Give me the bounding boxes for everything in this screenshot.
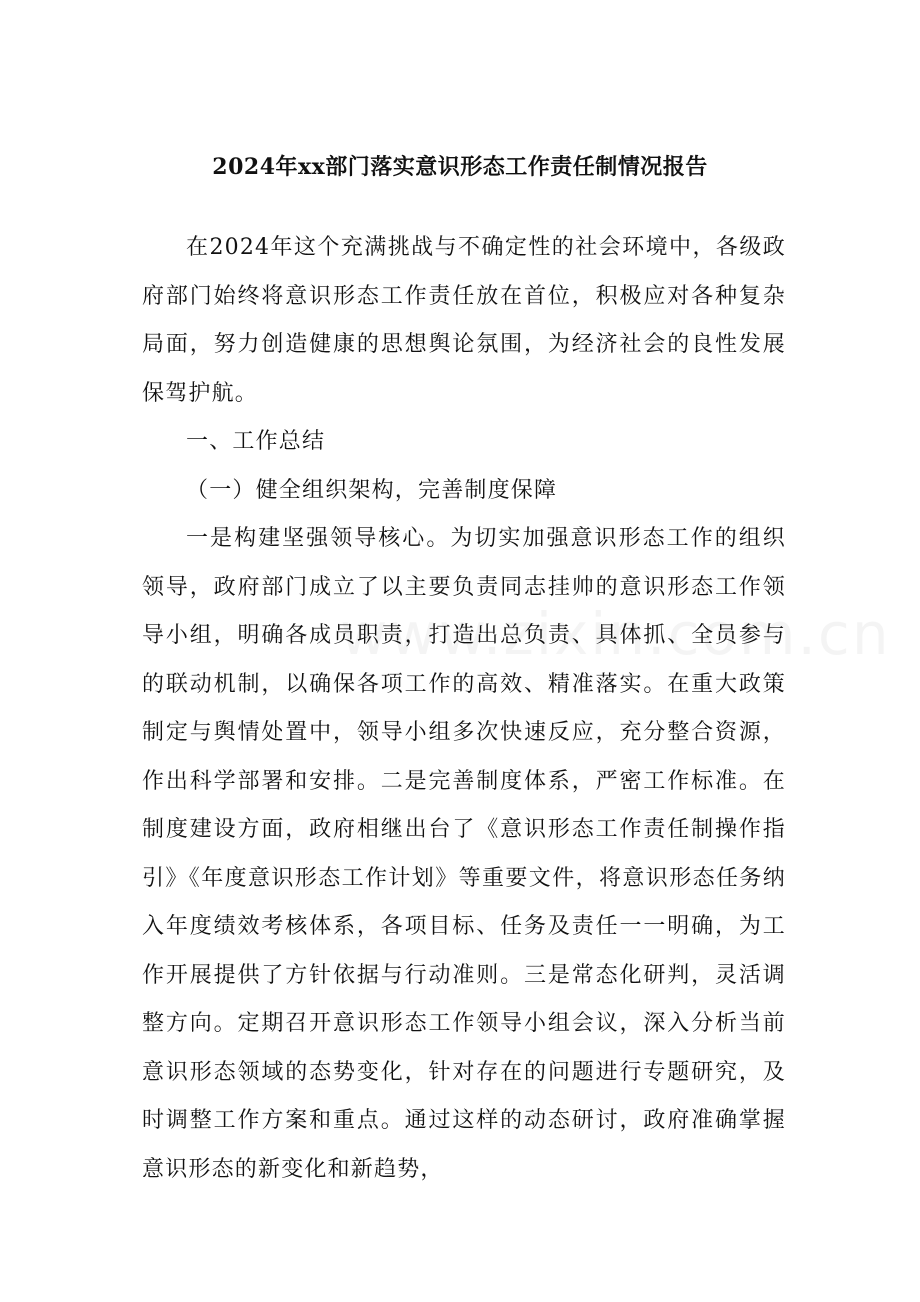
section-heading: 一、工作总结 xyxy=(186,429,326,454)
intro-paragraph: 在2024年这个充满挑战与不确定性的社会环境中，各级政府部门始终将意识形态工作责任放在首位，积极应对各种复杂局面，努力创造健康的思想舆论氛围，为经济社会的良性发展保驾护航。 xyxy=(142,235,786,406)
subsection-heading: （一）健全组织架构，完善制度保障 xyxy=(186,477,558,503)
body-paragraph: 一是构建坚强领导核心。为切实加强意识形态工作的组织领导，政府部门成立了以主要负责同志挂帅的意识形态工作领导小组，明确各成员职责，打造出总负责、具体抓、全员参与的联动机制，以确保各项工作的高效、精准落实。在重大政策制定与舆情处置中，领导小组多次快速反应，充分整合资源，作出科学部署和安排。二是完善制度体系，严密工作标准。在制度建设方面，政府相继出台了《意识形态工作责任制操作指引》《年度意识形态工作计划》等重要文件，将意识形态任务纳入年度绩效考核体系，各项目标、任务及责任一一明确，为工作开展提供了方针依据与行动准则。三是常态化研判，灵活调整方向。定期召开意识形态工作领导小组会议，深入分析当前意识形态领域的态势变化，针对存在的问题进行专题研究，及时调整工作方案和重点。通过这样的动态研讨，政府准确掌握意识形态的新变化和新趋势， xyxy=(142,526,786,1182)
document-title: 2024年xx部门落实意识形态工作责任制情况报告 xyxy=(212,154,708,180)
document-body xyxy=(142,224,786,1194)
